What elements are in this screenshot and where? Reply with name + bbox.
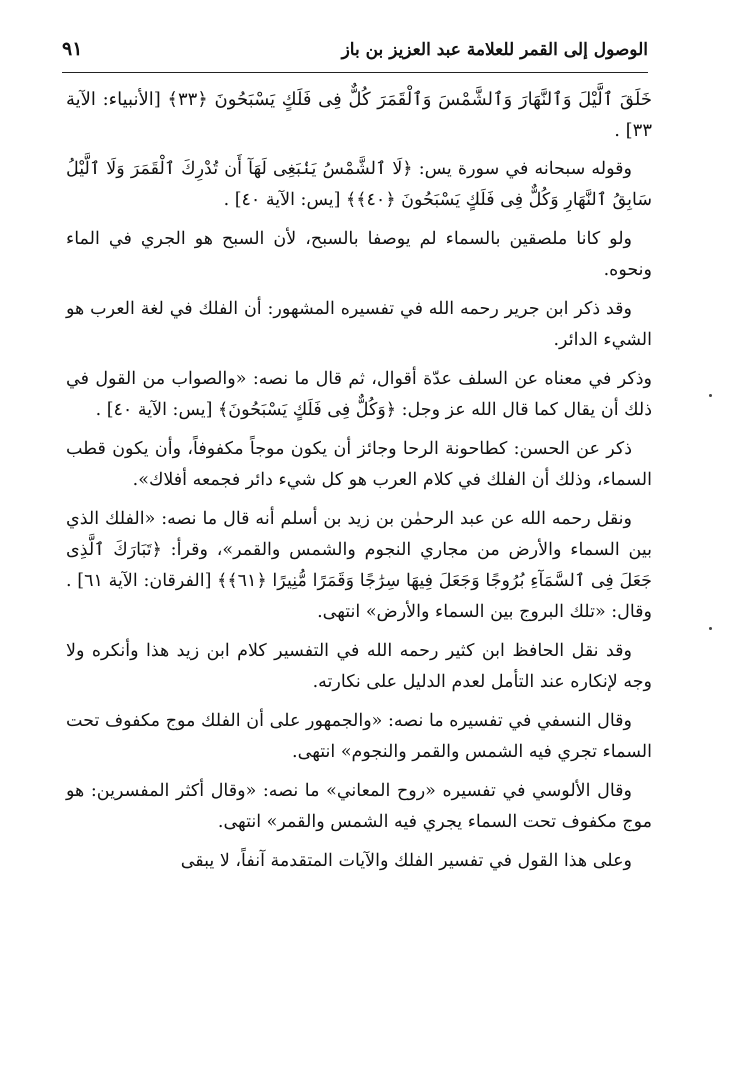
paragraph-sabh: ولو كانا ملصقين بالسماء لم يوصفا بالسبح، لأن السبح هو الجري في الماء ونحوه.	[66, 229, 652, 280]
paragraph-ibn-jarir: وقد ذكر ابن جرير رحمه الله في تفسيره المشهور: أن الفلك في لغة العرب هو الشيء الدائر.	[66, 299, 652, 350]
paragraph-verse-anbiya: خَلَقَ ٱلَّيْلَ وَٱلنَّهَارَ وَٱلشَّمْسَ وَٱلْقَمَرَ كُلٌّ فِى فَلَكٍ يَسْبَحُونَ ﴿٣٣﴾ [الأنبياء: الآية ٣٣] .	[66, 89, 653, 141]
paragraph-alusi: وقال الألوسي في تفسيره «روح المعاني» ما نصه: «وقال أكثر المفسرين: هو موج مكفوف تحت السماء يجري فيه الشمس والقمر» انتهى.	[66, 781, 652, 832]
running-title: الوصول إلى القمر للعلامة عبد العزيز بن باز	[341, 40, 648, 60]
paragraph-hasan: ذكر عن الحسن: كطاحونة الرحا وجائز أن يكون موجاً مكفوفاً، وأن يكون قطب السماء، وذلك أن الفلك في كلام العرب هو كل شيء دائر فجمعه أفلاك».	[66, 439, 652, 490]
margin-speck	[709, 394, 712, 397]
paragraph-conclusion: وعلى هذا القول في تفسير الفلك والآيات المتقدمة آنفاً، لا يبقى	[180, 851, 632, 871]
margin-speck	[709, 627, 712, 630]
page-number: ٩١	[62, 38, 83, 60]
page-body	[66, 84, 652, 885]
page-header	[62, 38, 648, 73]
paragraph-ibn-kathir: وقد نقل الحافظ ابن كثير رحمه الله في التفسير كلام ابن زيد هذا وأنكره ولا وجه لإنكاره عند التأمل لعدم الدليل على نكارته.	[66, 641, 652, 692]
paragraph-verse-yasin: وقوله سبحانه في سورة يس: ﴿لَا ٱلشَّمْسُ يَنۢبَغِى لَهَآ أَن تُدْرِكَ ٱلْقَمَرَ وَلَا ٱلَّيْلُ سَابِقُ ٱلنَّهَارِ وَكُلٌّ فِى فَلَكٍ يَسْبَحُونَ ﴿٤٠﴾﴾ [يس: الآية ٤٠] .	[66, 159, 652, 210]
paragraph-nasafi: وقال النسفي في تفسيره ما نصه: «والجمهور على أن الفلك موج مكفوف تحت السماء تجري فيه الشمس والقمر والنجوم» انتهى.	[66, 711, 652, 762]
paragraph-ibn-zaid: ونقل رحمه الله عن عبد الرحمٰن بن زيد بن أسلم أنه قال ما نصه: «الفلك الذي بين السماء والأرض من مجاري النجوم والشمس والقمر»، وقرأ: ﴿تَبَارَكَ ٱلَّذِى جَعَلَ فِى ٱلسَّمَآءِ بُرُوجًا وَجَعَلَ فِيهَا سِرَٰجًا وَقَمَرًا مُّنِيرًا ﴿٦١﴾﴾ [الفرقان: الآية ٦١] . وقال: «تلك البروج بين السماء والأرض» انتهى.	[66, 509, 653, 622]
paragraph-salaf-sayings: وذكر في معناه عن السلف عدّة أقوال، ثم قال ما نصه: «والصواب من القول في ذلك أن يقال كما قال الله عز وجل: ﴿وَكُلٌّ فِى فَلَكٍ يَسْبَحُونَ﴾ [يس: الآية ٤٠] .	[66, 369, 652, 420]
